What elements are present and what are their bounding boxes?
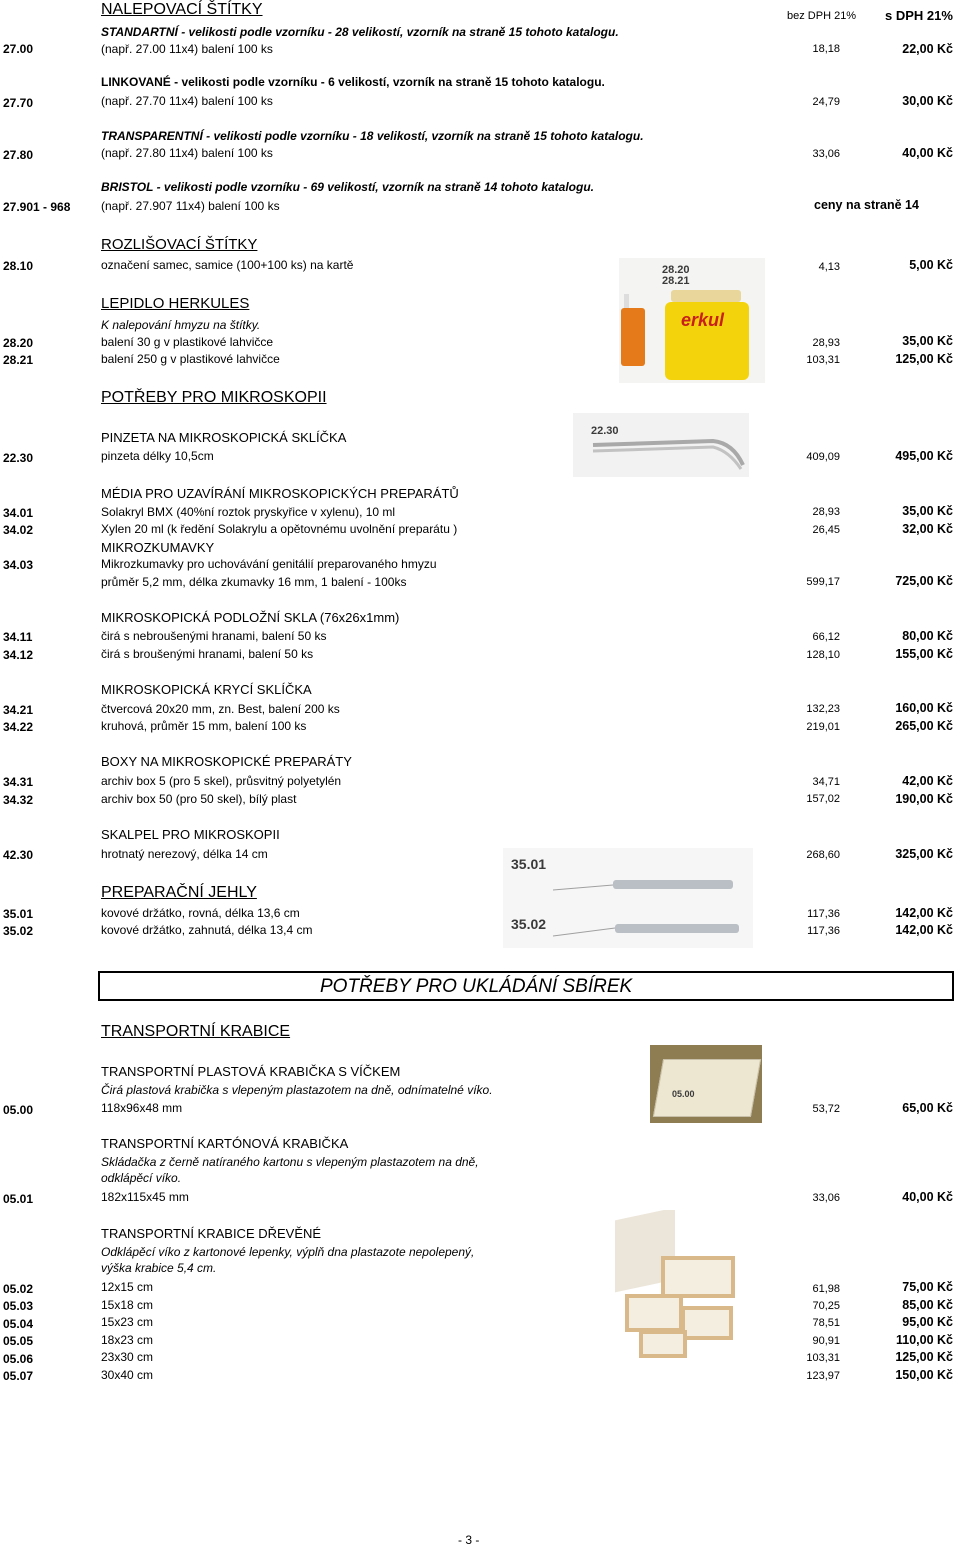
- row-gross: 142,00 Kč: [895, 906, 953, 920]
- row-code: 34.21: [3, 703, 34, 717]
- note-plast: Čirá plastová krabička s vlepeným plastazotem na dně, odnímatelné víko.: [101, 1083, 493, 1097]
- row-net: 66,12: [812, 631, 840, 643]
- row-net: 123,97: [806, 1370, 840, 1382]
- row-desc: balení 250 g v plastikové lahvičce: [101, 352, 280, 366]
- row-gross: 40,00 Kč: [902, 146, 953, 160]
- row-desc: Solakryl BMX (40%ní roztok pryskyřice v xylenu), 10 ml: [101, 505, 396, 519]
- section-title-mikroskopie: POTŘEBY PRO MIKROSKOPII: [101, 389, 327, 406]
- row-net: 117,36: [807, 908, 840, 920]
- row-gross: 42,00 Kč: [902, 774, 953, 788]
- row-desc: kovové držátko, zahnutá, délka 13,4 cm: [101, 923, 313, 937]
- note-linkovane: LINKOVANÉ - velikosti podle vzorníku - 6 velikostí, vzorník na straně 15 tohoto katalogu.: [101, 75, 605, 89]
- row-code: 27.901 - 968: [3, 200, 71, 214]
- tweezers-photo: [573, 413, 749, 477]
- row-gross: 32,00 Kč: [902, 522, 953, 536]
- row-desc: hrotnatý nerezový, délka 14 cm: [101, 847, 268, 861]
- row-code: 28.10: [3, 259, 34, 273]
- row-desc: 182x115x45 mm: [101, 1190, 189, 1204]
- row-net: 268,60: [806, 849, 840, 861]
- section-title-plast: TRANSPORTNÍ PLASTOVÁ KRABIČKA S VÍČKEM: [101, 1064, 401, 1079]
- box-photo-label: 05.00: [672, 1089, 695, 1099]
- row-code: 05.01: [3, 1192, 34, 1206]
- tweezers-photo-label: 22.30: [591, 425, 619, 437]
- row-desc: archiv box 5 (pro 5 skel), průsvitný polyetylén: [101, 774, 342, 788]
- row-net: 78,51: [812, 1317, 840, 1329]
- row-net: 219,01: [806, 721, 840, 733]
- row-gross: 725,00 Kč: [895, 574, 953, 588]
- row-code: 28.20: [3, 336, 34, 350]
- needle-photo-label-a: 35.01: [511, 856, 547, 872]
- row-code: 22.30: [3, 451, 34, 465]
- section-title-mikrozkumavky: MIKROZKUMAVKY: [101, 540, 215, 555]
- row-net: 28,93: [812, 337, 840, 349]
- glue-photo-label-a: 28.20: [662, 264, 690, 276]
- row-gross: 155,00 Kč: [895, 647, 953, 661]
- section-title-labels: NALEPOVACÍ ŠTÍTKY: [101, 1, 263, 18]
- needle-photo: [503, 848, 753, 948]
- note-karton-1: Skládačka z černě natíraného kartonu s vlepeným plastazotem na dně,: [101, 1155, 479, 1169]
- section-title-podlozni: MIKROSKOPICKÁ PODLOŽNÍ SKLA (76x26x1mm): [101, 610, 400, 625]
- row-code: 27.00: [3, 42, 34, 56]
- row-gross: 160,00 Kč: [895, 701, 953, 715]
- row-gross: 495,00 Kč: [895, 449, 953, 463]
- note-drevo-1: Odklápěcí víko z kartonové lepenky, výplň dna plastazote nepolepený,: [101, 1245, 475, 1259]
- row-net: 26,45: [812, 524, 840, 536]
- row-code: 05.04: [3, 1317, 34, 1331]
- box-panel-2: [625, 1294, 683, 1332]
- row-desc: čirá s broušenými hranami, balení 50 ks: [101, 647, 314, 661]
- section-title-skalpel: SKALPEL PRO MIKROSKOPII: [101, 827, 280, 842]
- row-desc: kovové držátko, rovná, délka 13,6 cm: [101, 906, 300, 920]
- row-gross: 190,00 Kč: [895, 792, 953, 806]
- row-net: 409,09: [806, 451, 840, 463]
- row-net: 53,72: [812, 1103, 840, 1115]
- row-gross: 35,00 Kč: [902, 504, 953, 518]
- row-code: 34.11: [3, 630, 33, 644]
- row-desc: (např. 27.70 11x4) balení 100 ks: [101, 94, 273, 108]
- row-desc: pinzeta délky 10,5cm: [101, 449, 214, 463]
- banner-title: POTŘEBY PRO UKLÁDÁNÍ SBÍREK: [320, 976, 633, 997]
- row-code: 34.01: [3, 506, 34, 520]
- note-karton-2: odklápěcí víko.: [101, 1171, 182, 1185]
- row-gross: 325,00 Kč: [895, 847, 953, 861]
- row-gross: 150,00 Kč: [895, 1368, 953, 1382]
- row-code: 05.06: [3, 1352, 34, 1366]
- tweezers-drawing: [573, 413, 749, 477]
- row-desc: (např. 27.80 11x4) balení 100 ks: [101, 146, 273, 160]
- row-code: 35.02: [3, 924, 34, 938]
- row-desc: 23x30 cm: [101, 1350, 154, 1364]
- row-code: 05.00: [3, 1103, 34, 1117]
- section-title-rozlisovaci: ROZLIŠOVACÍ ŠTÍTKY: [101, 236, 258, 253]
- row-desc: kruhová, průměr 15 mm, balení 100 ks: [101, 719, 307, 733]
- row-gross: 40,00 Kč: [902, 1190, 953, 1204]
- row-net: 599,17: [806, 576, 840, 588]
- section-title-kryci: MIKROSKOPICKÁ KRYCÍ SKLÍČKA: [101, 682, 312, 697]
- section-title-lepidlo: LEPIDLO HERKULES: [101, 295, 250, 312]
- row-gross: 30,00 Kč: [902, 94, 953, 108]
- row-gross: 75,00 Kč: [902, 1280, 953, 1294]
- note-bristol: BRISTOL - velikosti podle vzorníku - 69 velikostí, vzorník na straně 14 tohoto katalogu.: [101, 180, 595, 194]
- small-bottle-body: [621, 308, 645, 366]
- section-title-transport: TRANSPORTNÍ KRABICE: [101, 1023, 291, 1040]
- row-desc: označení samec, samice (100+100 ks) na kartě: [101, 258, 354, 272]
- row-code: 28.21: [3, 353, 34, 367]
- needle-drawing: [503, 848, 753, 948]
- row-gross: 65,00 Kč: [902, 1101, 953, 1115]
- row-net: 132,23: [806, 703, 840, 715]
- row-gross: 125,00 Kč: [895, 352, 953, 366]
- section-title-media: MÉDIA PRO UZAVÍRÁNÍ MIKROSKOPICKÝCH PREPARÁTŮ: [101, 486, 459, 501]
- note-lepidlo: K nalepování hmyzu na štítky.: [101, 318, 261, 332]
- row-desc: (např. 27.907 11x4) balení 100 ks: [101, 199, 280, 213]
- row-desc: průměr 5,2 mm, délka zkumavky 16 mm, 1 balení - 100ks: [101, 575, 407, 589]
- row-net: 4,13: [818, 261, 840, 273]
- row-code: 34.32: [3, 793, 34, 807]
- section-title-jehly: PREPARAČNÍ JEHLY: [101, 884, 257, 901]
- col-gross-header: s DPH 21%: [885, 8, 953, 23]
- section-title-boxy: BOXY NA MIKROSKOPICKÉ PREPARÁTY: [101, 754, 352, 769]
- col-net-header: bez DPH 21%: [787, 10, 857, 22]
- row-gross: 142,00 Kč: [895, 923, 953, 937]
- row-desc: 15x18 cm: [101, 1298, 154, 1312]
- row-net: 128,10: [806, 649, 840, 661]
- row-code: 42.30: [3, 848, 34, 862]
- glue-brand: erkul: [681, 310, 725, 330]
- row-desc: 118x96x48 mm: [101, 1101, 183, 1115]
- row-gross: 80,00 Kč: [902, 629, 953, 643]
- row-desc: archiv box 50 (pro 50 skel), bílý plast: [101, 792, 297, 806]
- row-code: 34.31: [3, 775, 34, 789]
- row-net: 103,31: [806, 1352, 840, 1364]
- glue-photo-label-b: 28.21: [662, 275, 690, 287]
- row-gross: 85,00 Kč: [902, 1298, 953, 1312]
- row-code: 34.12: [3, 648, 34, 662]
- row-net: 28,93: [812, 506, 840, 518]
- row-code: 05.02: [3, 1282, 34, 1296]
- row-net: 34,71: [812, 776, 840, 788]
- row-net: 117,36: [807, 925, 840, 937]
- row-code: 34.22: [3, 720, 34, 734]
- row-net: 61,98: [812, 1283, 840, 1295]
- row-gross: 95,00 Kč: [902, 1315, 953, 1329]
- row-code: 27.70: [3, 96, 34, 110]
- row-net: 90,91: [812, 1335, 840, 1347]
- box-panel-4: [639, 1330, 687, 1358]
- row-gross: 35,00 Kč: [902, 334, 953, 348]
- row-desc: balení 30 g v plastikové lahvičce: [101, 335, 274, 349]
- row-net: 157,02: [806, 793, 840, 805]
- needle-photo-label-b: 35.02: [511, 916, 547, 932]
- row-net: 18,18: [812, 43, 840, 55]
- section-title-pinzeta: PINZETA NA MIKROSKOPICKÁ SKLÍČKA: [101, 430, 347, 445]
- row-desc: 12x15 cm: [101, 1280, 154, 1294]
- row-code: 05.03: [3, 1299, 34, 1313]
- row-code: 05.07: [3, 1369, 34, 1383]
- note-standard: STANDARTNÍ - velikosti podle vzorníku - 28 velikostí, vzorník na straně 15 tohoto katalogu.: [101, 25, 619, 39]
- note-transparent: TRANSPARENTNÍ - velikosti podle vzorníku - 18 velikostí, vzorník na straně 15 tohoto katalogu.: [101, 129, 644, 143]
- row-net: 70,25: [812, 1300, 840, 1312]
- row-net: 24,79: [812, 96, 840, 108]
- row-gross: 22,00 Kč: [902, 42, 953, 56]
- row-gross: 125,00 Kč: [895, 1350, 953, 1364]
- section-title-drevo: TRANSPORTNÍ KRABICE DŘEVĚNÉ: [101, 1226, 322, 1241]
- row-gross: 110,00 Kč: [896, 1333, 953, 1347]
- row-desc: 30x40 cm: [101, 1368, 154, 1382]
- section-title-karton: TRANSPORTNÍ KARTÓNOVÁ KRABIČKA: [101, 1136, 349, 1151]
- row-code: 34.03: [3, 558, 34, 572]
- row-gross: 5,00 Kč: [909, 258, 953, 272]
- row-code: 34.02: [3, 523, 34, 537]
- row-code: 35.01: [3, 907, 34, 921]
- page-number: - 3 -: [458, 1533, 480, 1547]
- row-desc: (např. 27.00 11x4) balení 100 ks: [101, 42, 273, 56]
- row-net: 33,06: [812, 148, 840, 160]
- row-net: 103,31: [806, 354, 840, 366]
- row-gross: ceny na straně 14: [814, 198, 919, 212]
- row-net: 33,06: [812, 1192, 840, 1204]
- row-desc: čtvercová 20x20 mm, zn. Best, balení 200 ks: [101, 702, 340, 716]
- row-desc: čirá s nebroušenými hranami, balení 50 ks: [101, 629, 327, 643]
- row-desc: 15x23 cm: [101, 1315, 154, 1329]
- row-desc: Mikrozkumavky pro uchovávání genitálií preparovaného hmyzu: [101, 557, 437, 571]
- row-desc: 18x23 cm: [101, 1333, 154, 1347]
- large-bottle-cap: [671, 290, 741, 302]
- row-code: 27.80: [3, 148, 34, 162]
- row-desc: Xylen 20 ml (k ředění Solakrylu a opětovnému uvolnění preparátu ): [101, 522, 458, 536]
- note-drevo-2: výška krabice 5,4 cm.: [101, 1261, 217, 1275]
- row-code: 05.05: [3, 1334, 34, 1348]
- row-gross: 265,00 Kč: [895, 719, 953, 733]
